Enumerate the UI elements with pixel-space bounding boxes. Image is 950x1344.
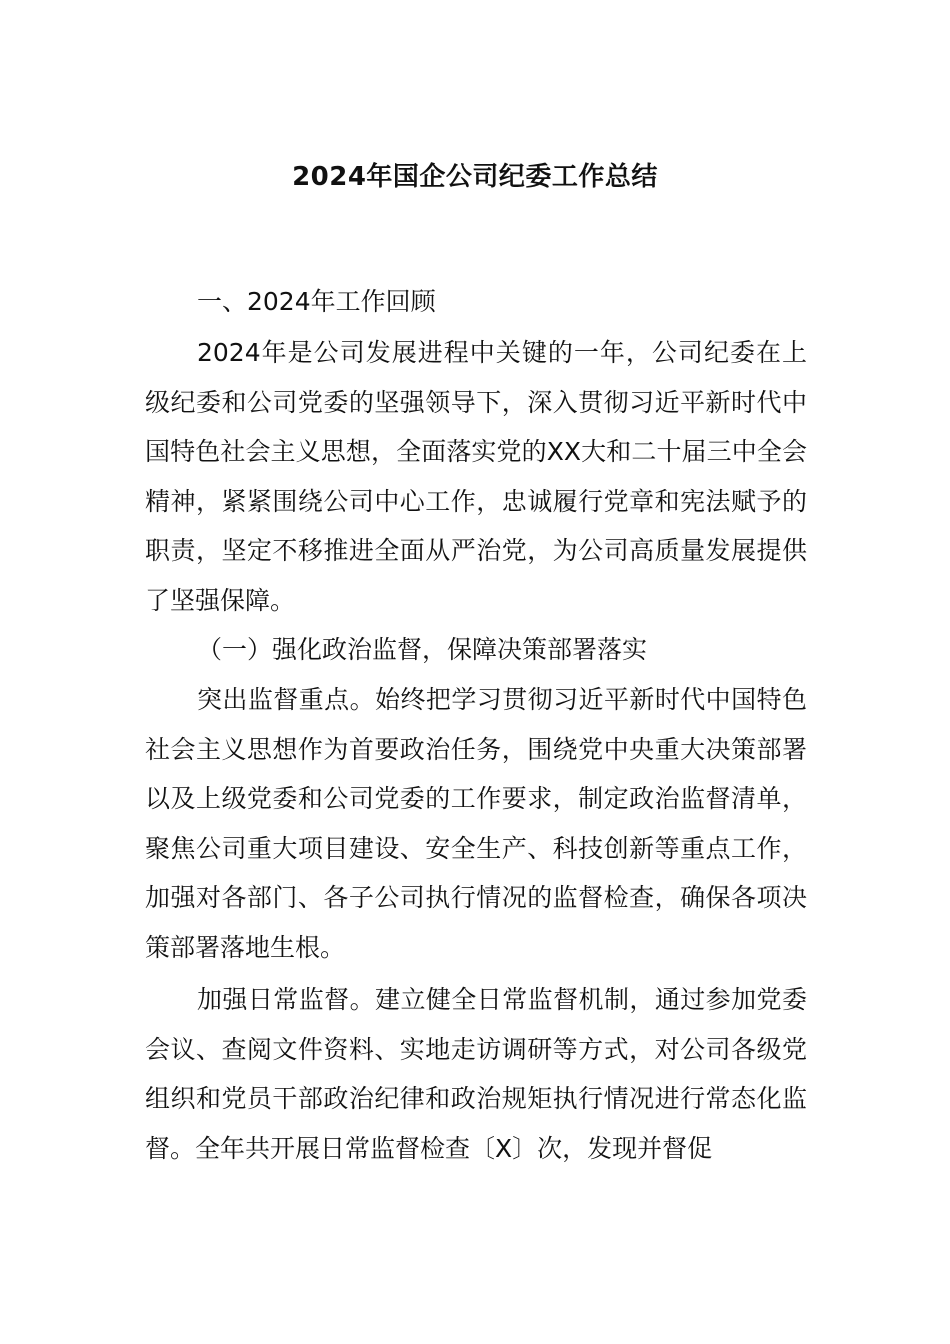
- paragraph-intro: 2024年是公司发展进程中关键的一年，公司纪委在上级纪委和公司党委的坚强领导下，深入贯彻习近平新时代中国特色社会主义思想，全面落实党的XX大和二十届三中全会精神，紧紧围绕公司中心工作，忠诚履行党章和宪法赋予的职责，坚定不移推进全面从严治党，为公司高质量发展提供了坚强保障。: [145, 338, 807, 615]
- document-title: 2024年国企公司纪委工作总结: [292, 162, 658, 192]
- section-heading: 一、2024年工作回顾: [197, 287, 436, 316]
- paragraph-daily-supervision: 加强日常监督。建立健全日常监督机制，通过参加党委会议、查阅文件资料、实地走访调研等方式，对公司各级党组织和党员干部政治纪律和政治规矩执行情况进行常态化监督。全年共开展日常监督检查〔X〕次，发现并督促: [145, 985, 807, 1163]
- paragraph-supervision-focus: 突出监督重点。始终把学习贯彻习近平新时代中国特色社会主义思想作为首要政治任务，围绕党中央重大决策部署以及上级党委和公司党委的工作要求，制定政治监督清单，聚焦公司重大项目建设、安全生产、科技创新等重点工作，加强对各部门、各子公司执行情况的监督检查，确保各项决策部署落地生根。: [145, 685, 807, 962]
- sub-heading-political-supervision: （一）强化政治监督，保障决策部署落实: [197, 635, 648, 664]
